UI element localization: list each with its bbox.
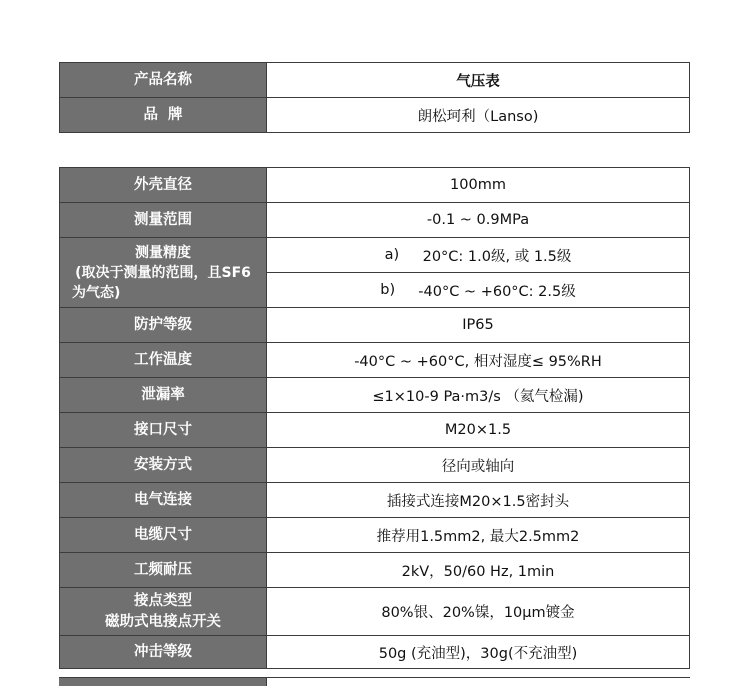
port-size-label: 接口尺寸 — [60, 413, 267, 448]
impact-label: 冲击等级 — [60, 636, 267, 669]
accuracy-a-tag: a) — [384, 247, 400, 263]
accuracy-values — [267, 238, 690, 308]
contact-type-value: 80%银、20%镍，10μm镀金 — [267, 588, 690, 636]
impact-value: 50g (充油型)，30g(不充油型) — [267, 636, 690, 669]
mounting-label: 安装方式 — [60, 448, 267, 483]
measure-range-value: -0.1 ~ 0.9MPa — [267, 203, 690, 238]
row-accuracy — [60, 238, 690, 308]
accuracy-b-tag: b) — [380, 282, 396, 298]
row-mounting — [60, 448, 690, 483]
accuracy-label — [60, 238, 267, 308]
measure-range-label: 测量范围 — [60, 203, 267, 238]
row-withstand-voltage — [60, 553, 690, 588]
port-size-value: M20×1.5 — [267, 413, 690, 448]
row-protection — [60, 308, 690, 343]
cable-size-label: 电缆尺寸 — [60, 518, 267, 553]
mounting-value: 径向或轴向 — [267, 448, 690, 483]
leak-rate-value: ≤1×10-9 Pa·m3/s （氦气检漏) — [267, 378, 690, 413]
contact-type-label-line-1: 接点类型 — [134, 592, 192, 609]
protection-label: 防护等级 — [60, 308, 267, 343]
row-port-size — [60, 413, 690, 448]
accuracy-b-text: -40°C ~ +60°C: 2.5级 — [418, 283, 576, 300]
row-measure-range — [60, 203, 690, 238]
cropped-next-row — [59, 677, 690, 686]
cable-size-value: 推荐用1.5mm2, 最大2.5mm2 — [267, 518, 690, 553]
electrical-label: 电气连接 — [60, 483, 267, 518]
case-diameter-value: 100mm — [267, 168, 690, 203]
row-case-diameter — [60, 168, 690, 203]
withstand-voltage-label: 工频耐压 — [60, 553, 267, 588]
electrical-value: 插接式连接M20×1.5密封头 — [267, 483, 690, 518]
row-blank-separator — [60, 133, 690, 168]
product-name-label: 产品名称 — [60, 63, 267, 98]
row-brand — [60, 98, 690, 133]
contact-type-label — [60, 588, 267, 636]
leak-rate-label: 泄漏率 — [60, 378, 267, 413]
protection-value: IP65 — [267, 308, 690, 343]
withstand-voltage-value: 2kV，50/60 Hz, 1min — [267, 553, 690, 588]
accuracy-a — [267, 238, 689, 272]
row-product-name — [60, 63, 690, 98]
brand-value: 朗松珂利（Lanso) — [267, 98, 690, 133]
brand-label: 品 牌 — [60, 98, 267, 133]
row-electrical — [60, 483, 690, 518]
temperature-value: -40°C ~ +60°C, 相对湿度≤ 95%RH — [267, 343, 690, 378]
row-cable-size — [60, 518, 690, 553]
cropped-value-cell — [266, 678, 690, 686]
row-contact-type — [60, 588, 690, 636]
product-name-value: 气压表 — [267, 63, 690, 98]
accuracy-a-text: 20°C: 1.0级, 或 1.5级 — [422, 248, 572, 265]
cropped-label-cell — [59, 678, 266, 686]
accuracy-label-line-2: (取决于测量的范围，且SF6 — [75, 264, 251, 281]
blank-separator — [60, 133, 690, 168]
case-diameter-label: 外壳直径 — [60, 168, 267, 203]
accuracy-label-line-3: 为气态) — [72, 284, 121, 301]
row-leak-rate — [60, 378, 690, 413]
accuracy-label-line-1: 测量精度 — [135, 244, 191, 261]
row-impact — [60, 636, 690, 669]
contact-type-label-line-2: 磁助式电接点开关 — [105, 613, 221, 630]
row-temperature — [60, 343, 690, 378]
temperature-label: 工作温度 — [60, 343, 267, 378]
spec-table — [59, 62, 690, 669]
accuracy-b — [267, 272, 689, 307]
